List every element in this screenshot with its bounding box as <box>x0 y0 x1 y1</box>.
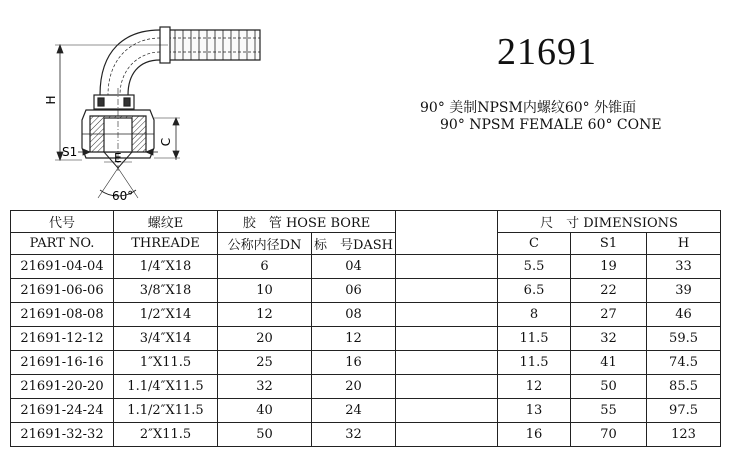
description-en: 90° NPSM FEMALE 60° CONE <box>440 117 662 133</box>
cell-s1: 22 <box>571 279 647 303</box>
cell-thread: 2″X11.5 <box>114 423 218 447</box>
cell-dash: 12 <box>312 327 396 351</box>
cell-thread: 3/8″X18 <box>114 279 218 303</box>
header-part-en: PART NO. <box>11 233 114 255</box>
cell-dash: 20 <box>312 375 396 399</box>
dim-s1-label: S1 <box>62 145 78 159</box>
cell-s1: 41 <box>571 351 647 375</box>
elbow-fitting-drawing <box>0 0 420 210</box>
cell-part: 21691-08-08 <box>11 303 114 327</box>
cell-thread: 1/4″X18 <box>114 255 218 279</box>
header-thread-en: THREADE <box>114 233 218 255</box>
cell-dn: 32 <box>218 375 312 399</box>
cell-c: 11.5 <box>498 327 571 351</box>
cell-dn: 10 <box>218 279 312 303</box>
cell-c: 8 <box>498 303 571 327</box>
header-row-2 <box>11 233 721 255</box>
cell-blank <box>396 255 498 279</box>
cell-thread: 1/2″X14 <box>114 303 218 327</box>
cell-part: 21691-06-06 <box>11 279 114 303</box>
cell-h: 39 <box>647 279 721 303</box>
cell-blank <box>396 327 498 351</box>
header-hose-bore: 胶 管 HOSE BORE <box>218 211 396 233</box>
dim-e-label: E <box>114 151 122 165</box>
header-s1: S1 <box>571 233 647 255</box>
dim-c-label: C <box>159 137 173 147</box>
cell-c: 6.5 <box>498 279 571 303</box>
description-cn: 90° 美制NPSM内螺纹60° 外锥面 <box>420 100 637 116</box>
cell-dn: 40 <box>218 399 312 423</box>
cell-s1: 19 <box>571 255 647 279</box>
cell-dash: 04 <box>312 255 396 279</box>
cell-s1: 27 <box>571 303 647 327</box>
cell-h: 123 <box>647 423 721 447</box>
cell-blank <box>396 375 498 399</box>
spec-table <box>10 210 721 447</box>
cell-h: 59.5 <box>647 327 721 351</box>
dim-h-label: H <box>44 95 58 105</box>
cell-h: 46 <box>647 303 721 327</box>
cell-part: 21691-16-16 <box>11 351 114 375</box>
cell-s1: 70 <box>571 423 647 447</box>
cell-c: 11.5 <box>498 351 571 375</box>
table-row <box>11 399 721 423</box>
table-row <box>11 375 721 399</box>
cell-dn: 25 <box>218 351 312 375</box>
table-row <box>11 423 721 447</box>
table-row <box>11 351 721 375</box>
cell-c: 5.5 <box>498 255 571 279</box>
header-dash: 标 号DASH <box>312 233 396 255</box>
header-dn: 公称内径DN <box>218 233 312 255</box>
cell-blank <box>396 423 498 447</box>
table-row <box>11 303 721 327</box>
cell-dash: 24 <box>312 399 396 423</box>
cell-h: 85.5 <box>647 375 721 399</box>
cell-thread: 1″X11.5 <box>114 351 218 375</box>
cell-dn: 6 <box>218 255 312 279</box>
header-thread-cn: 螺纹E <box>114 211 218 233</box>
table-row <box>11 255 721 279</box>
cell-thread: 1.1/4″X11.5 <box>114 375 218 399</box>
header-h: H <box>647 233 721 255</box>
cell-c: 16 <box>498 423 571 447</box>
cell-c: 13 <box>498 399 571 423</box>
table-row <box>11 327 721 351</box>
cell-dn: 12 <box>218 303 312 327</box>
cell-part: 21691-20-20 <box>11 375 114 399</box>
cell-thread: 1.1/2″X11.5 <box>114 399 218 423</box>
cell-dash: 32 <box>312 423 396 447</box>
cell-part: 21691-04-04 <box>11 255 114 279</box>
page-title: 21691 <box>497 31 597 73</box>
header-c: C <box>498 233 571 255</box>
cell-dash: 08 <box>312 303 396 327</box>
cell-s1: 32 <box>571 327 647 351</box>
cell-s1: 50 <box>571 375 647 399</box>
cell-h: 74.5 <box>647 351 721 375</box>
cell-s1: 55 <box>571 399 647 423</box>
cell-h: 33 <box>647 255 721 279</box>
cell-blank <box>396 351 498 375</box>
dim-angle-label: 60° <box>112 189 134 203</box>
cell-dash: 06 <box>312 279 396 303</box>
cell-dash: 16 <box>312 351 396 375</box>
cell-c: 12 <box>498 375 571 399</box>
cell-part: 21691-32-32 <box>11 423 114 447</box>
header-dimensions: 尺 寸 DIMENSIONS <box>498 211 721 233</box>
cell-part: 21691-12-12 <box>11 327 114 351</box>
table-row <box>11 279 721 303</box>
cell-thread: 3/4″X14 <box>114 327 218 351</box>
cell-dn: 20 <box>218 327 312 351</box>
cell-h: 97.5 <box>647 399 721 423</box>
cell-dn: 50 <box>218 423 312 447</box>
cell-blank <box>396 303 498 327</box>
header-blank <box>396 211 498 255</box>
header-part-cn: 代号 <box>11 211 114 233</box>
cell-blank <box>396 399 498 423</box>
cell-blank <box>396 279 498 303</box>
cell-part: 21691-24-24 <box>11 399 114 423</box>
header-row-1 <box>11 211 721 233</box>
